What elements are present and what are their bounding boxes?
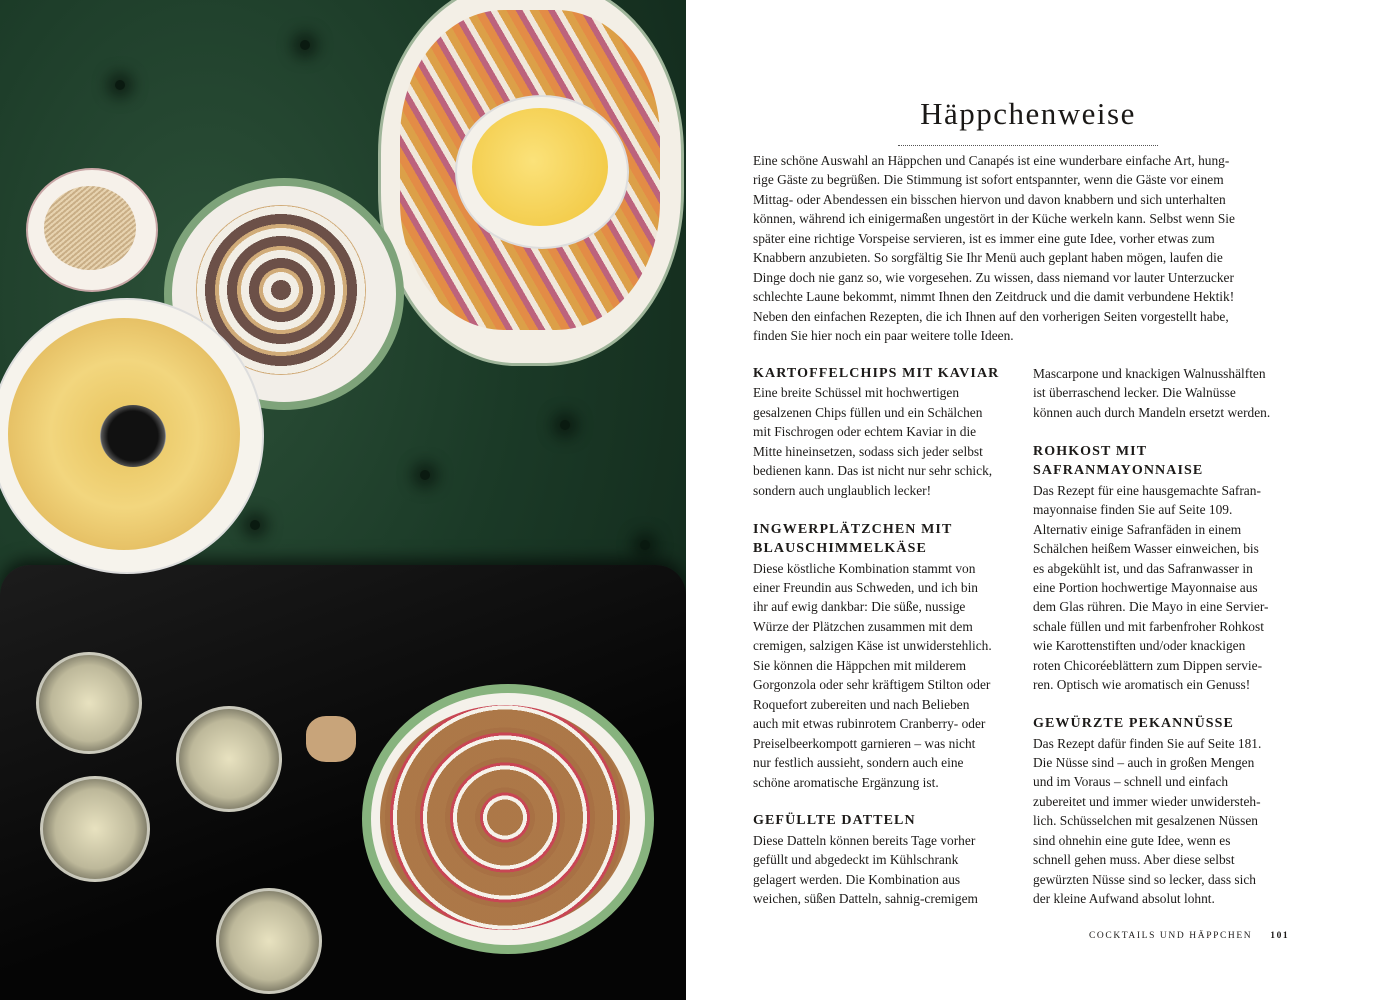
- left-column: [753, 364, 999, 909]
- intro-line: finden Sie hier noch ein paar weitere tolle Ideen.: [753, 328, 1014, 344]
- recipe-text-line: schnell gehen muss. Aber diese selbst: [1033, 852, 1235, 868]
- recipe-heading: INGWERPLÄTZCHEN MIT: [753, 521, 953, 537]
- recipe-heading: GEFÜLLTE DATTELN: [753, 813, 916, 829]
- velvet-tuft: [420, 470, 430, 480]
- champagne-glass: [176, 706, 282, 812]
- intro-line: Mittag- oder Abendessen ein bisschen hiervon und davon knabbern und sich unterhalten: [753, 191, 1226, 207]
- recipe-text-line: wie Karottenstiften und/oder knackigen: [1033, 638, 1246, 654]
- recipe-text-line: Preiselbeerkompott garnieren – was nicht: [753, 735, 976, 751]
- toothpicks: [44, 186, 136, 270]
- page-footer: [1089, 931, 1289, 941]
- velvet-tuft: [300, 40, 310, 50]
- recipe-text-line: Diese Datteln können bereits Tage vorher: [753, 832, 976, 848]
- velvet-tuft: [115, 80, 125, 90]
- recipe-text-line: gefüllt und abgedeckt im Kühlschrank: [753, 852, 959, 868]
- food-photo: [0, 0, 686, 1000]
- intro-line: Knabbern anzubieten. So sorgfältig Sie Ihr Menü auch geplant haben mögen, laufen die: [753, 250, 1223, 266]
- running-head: COCKTAILS UND HÄPPCHEN: [1089, 931, 1253, 941]
- recipe-text-line: Alternativ einige Safranfäden in einem: [1033, 521, 1242, 537]
- recipe-text-line: sind ohnehin eine gute Idee, wenn es: [1033, 832, 1231, 848]
- recipe-text-line: Schälchen heißem Wasser einweichen, bis: [1033, 541, 1259, 557]
- recipe-heading: ROHKOST MIT: [1033, 443, 1148, 459]
- recipe-section: [753, 520, 999, 792]
- intro-line: rige Gäste zu begrüßen. Die Stimmung ist sofort entspannter, wenn die Gäste vor einem: [753, 172, 1224, 188]
- recipe-section: [1033, 364, 1270, 422]
- recipe-heading: BLAUSCHIMMELKÄSE: [753, 541, 927, 557]
- recipe-text-line: mayonnaise finden Sie auf Seite 109.: [1033, 502, 1233, 518]
- recipe-text-line: und im Voraus – schnell und einfach: [1033, 774, 1229, 790]
- recipe-text-line: ren. Optisch wie aromatisch ein Genuss!: [1033, 677, 1251, 693]
- recipe-text-line: Eine breite Schüssel mit hochwertigen: [753, 385, 960, 401]
- recipe-text-line: Gorgonzola oder sehr kräftigem Stilton oder: [753, 677, 991, 693]
- recipe-text-line: Die Nüsse sind – auch in großen Mengen: [1033, 755, 1255, 771]
- recipe-text-line: Das Rezept für eine hausgemachte Safran-: [1033, 482, 1261, 498]
- recipe-text-line: einer Freundin aus Schweden, und ich bin: [753, 579, 978, 595]
- intro-line: schlechte Laune bekommt, nimmt Ihnen den Zeitdruck und die damit verbundene Hektik!: [753, 289, 1235, 305]
- page-number: 101: [1270, 931, 1290, 941]
- right-column: [1033, 364, 1270, 909]
- ginger-cookies: [380, 705, 630, 930]
- recipe-text-line: es abgekühlt ist, und das Safranwasser in: [1033, 560, 1253, 576]
- champagne-glass: [36, 652, 142, 754]
- recipe-section: [1033, 442, 1270, 695]
- recipe-heading: GEWÜRZTE PEKANNÜSSE: [1033, 716, 1234, 732]
- recipe-text-line: gewürzten Nüsse sind so lecker, dass sich: [1033, 871, 1256, 887]
- recipe-text-line: schöne aromatische Ergänzung ist.: [753, 774, 939, 790]
- champagne-glass: [216, 888, 322, 994]
- recipe-text-line: weichen, süßen Datteln, sahnig-cremigem: [753, 891, 978, 907]
- recipe-text-line: sondern auch unglaublich lecker!: [753, 482, 932, 498]
- recipe-text-line: können auch durch Mandeln ersetzt werden.: [1033, 404, 1271, 420]
- intro-line: Neben den einfachen Rezepten, die ich Ihnen auf den vorherigen Seiten vorgestellt habe,: [753, 308, 1229, 324]
- recipe-text-line: gelagert werden. Die Kombination aus: [753, 871, 961, 887]
- intro-line: Dinge doch nie ganz so, wie vorgesehen. Zu wissen, dass niemand vor lauter Unterzucker: [753, 269, 1234, 285]
- intro-line: können, während ich einigermaßen ungestört in der Küche werkeln kann. Selbst wenn Sie: [753, 211, 1235, 227]
- velvet-tuft: [250, 520, 260, 530]
- recipe-text-line: ist überraschend lecker. Die Walnüsse: [1033, 385, 1236, 401]
- velvet-tuft: [640, 540, 650, 550]
- recipe-text-line: nur festlich aussieht, sondern auch eine: [753, 755, 964, 771]
- recipe-text-line: dem Glas rühren. Die Mayo in eine Servier-: [1033, 599, 1269, 615]
- intro-paragraph: [753, 151, 1235, 346]
- recipe-text-line: eine Portion hochwertige Mayonnaise aus: [1033, 579, 1258, 595]
- recipe-text-line: lich. Schüsselchen mit gesalzenen Nüssen: [1033, 813, 1258, 829]
- intro-line: Eine schöne Auswahl an Häppchen und Canapés ist eine wunderbare einfache Art, hung-: [753, 153, 1230, 168]
- champagne-cork: [306, 716, 356, 762]
- saffron-mayonnaise: [472, 108, 608, 226]
- recipe-text-line: zubereitet und immer wieder unwidersteh-: [1033, 793, 1261, 809]
- champagne-glass: [40, 776, 150, 882]
- recipe-text-line: Das Rezept dafür finden Sie auf Seite 181.: [1033, 735, 1262, 751]
- velvet-tuft: [560, 420, 570, 430]
- recipe-text-line: Sie können die Häppchen mit milderem: [753, 657, 967, 673]
- caviar-dish: [100, 405, 166, 467]
- recipe-text-line: gesalzenen Chips füllen und ein Schälchen: [753, 404, 983, 420]
- recipe-text-line: roten Chicoréeblättern zum Dippen servie-: [1033, 657, 1263, 673]
- recipe-section: [753, 364, 999, 500]
- title-divider: [898, 145, 1158, 146]
- recipe-text-line: auch mit etwas rubinrotem Cranberry- oder: [753, 716, 986, 732]
- recipe-text-line: schale füllen und mit farbenfroher Rohkost: [1033, 618, 1264, 634]
- recipe-section: [1033, 714, 1270, 909]
- recipe-text-line: Mascarpone und knackigen Walnusshälften: [1033, 366, 1266, 381]
- recipe-text-line: Mitte hineinsetzen, sodass sich jeder selbst: [753, 443, 983, 459]
- recipe-text-line: der kleine Aufwand absolut lohnt.: [1033, 891, 1215, 907]
- intro-line: später eine richtige Vorspeise servieren, ist es immer eine gute Idee, vorher etwas zum: [753, 230, 1215, 246]
- recipe-text-line: ihr auf ewig dankbar: Die süße, nussige: [753, 599, 966, 615]
- recipe-text-line: bedienen kann. Das ist nicht nur sehr schick,: [753, 463, 993, 479]
- recipe-section: [753, 811, 999, 908]
- page-title: Häppchenweise: [920, 96, 1136, 131]
- recipe-text-line: cremigen, salzigen Käse ist unwiderstehlich.: [753, 638, 992, 654]
- recipe-text-line: mit Fischrogen oder echtem Kaviar in die: [753, 424, 977, 440]
- recipe-text-line: Roquefort zubereiten und nach Belieben: [753, 696, 970, 712]
- recipe-text-line: Diese köstliche Kombination stammt von: [753, 560, 976, 576]
- recipe-heading: KARTOFFELCHIPS MIT KAVIAR: [753, 366, 1000, 381]
- recipe-text-line: Würze der Plätzchen zusammen mit dem: [753, 618, 973, 634]
- recipe-heading: SAFRANMAYONNAISE: [1033, 463, 1204, 479]
